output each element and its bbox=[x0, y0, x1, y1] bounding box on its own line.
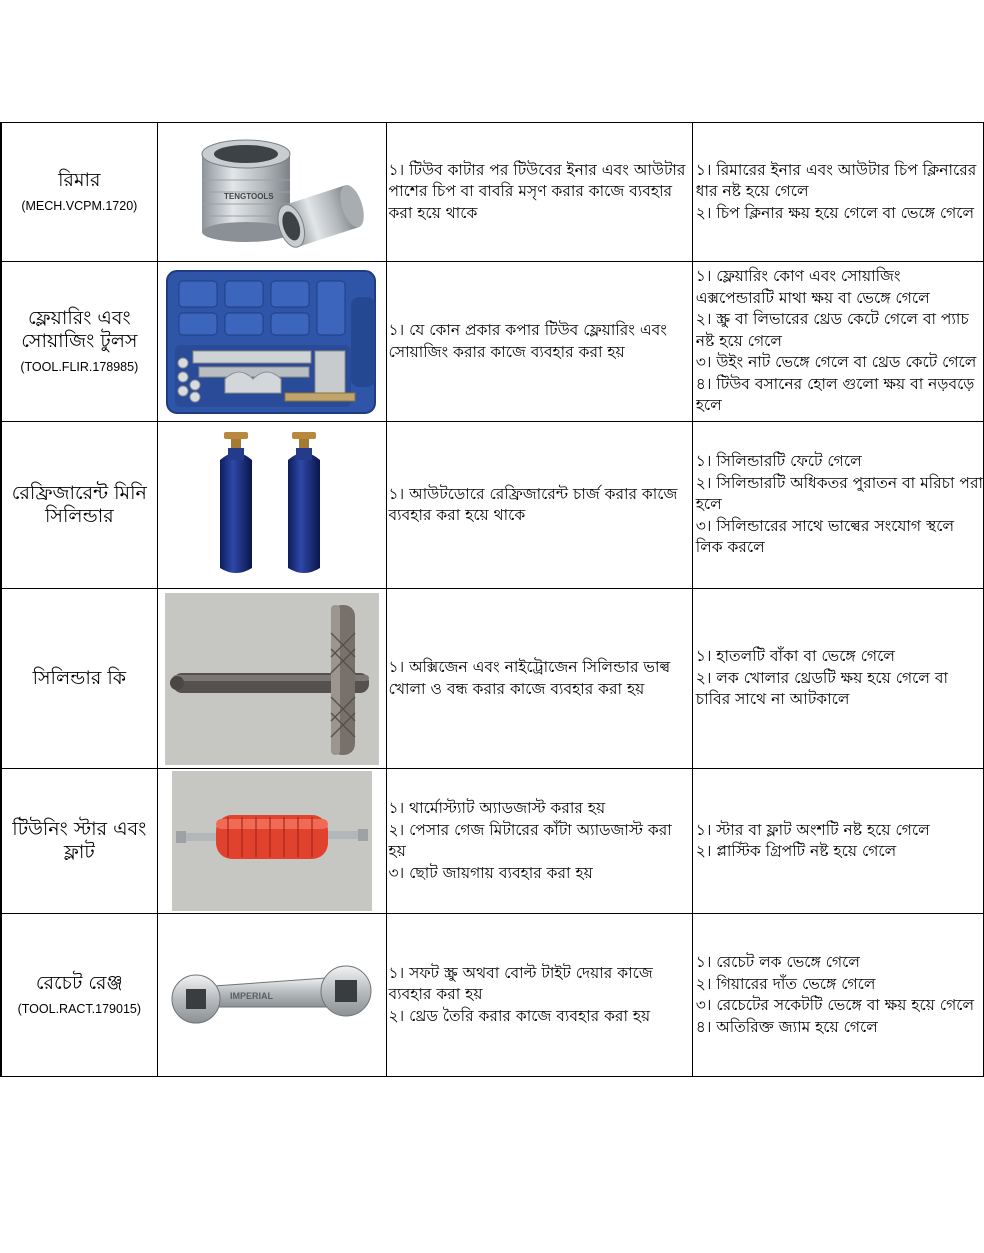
usage-line: ১। টিউব কাটার পর টিউবের ইনার এবং আউটার পাশের চিপ বা বাবরি মসৃণ করার কাজে ব্যবহার করা হয়ে থাকে bbox=[388, 160, 686, 222]
failure-line: ৩। সিলিন্ডারের সাথে ভাল্বের সংযোগ স্থলে লিক করলে bbox=[695, 516, 955, 557]
cylinder-key-image bbox=[165, 593, 379, 765]
tool-image-cell bbox=[157, 262, 386, 422]
failure-line: ১। হাতলটি বাঁকা বা ভেঙ্গে গেলে bbox=[695, 647, 895, 666]
tool-image-cell bbox=[157, 769, 386, 914]
tool-image-cell bbox=[157, 422, 386, 589]
failure-line: ৩। উইং নাট ভেঙ্গে গেলে বা থ্রেড কেটে গেলে bbox=[695, 353, 977, 372]
usage-cell bbox=[386, 422, 692, 589]
failure-line: ১। স্টার বা ফ্লাট অংশটি নষ্ট হয়ে গেলে bbox=[695, 820, 930, 839]
table-row bbox=[1, 422, 984, 589]
failure-line: ২। লক খোলার থ্রেডটি ক্ষয় হয়ে গেলে বা চাবির সাথে না আটকালে bbox=[695, 668, 948, 709]
table-row bbox=[1, 262, 984, 422]
usage-line: ১। অক্সিজেন এবং নাইট্রোজেন সিলিন্ডার ভাল্ব খোলা ও বন্ধ করার কাজে ব্যবহার করা হয় bbox=[388, 658, 671, 698]
usage-line: ১। আউটডোরে রেফ্রিজারেন্ট চার্জ করার কাজে ব্যবহার করা হয়ে থাকে bbox=[388, 484, 678, 524]
tools-table-wrapper bbox=[0, 122, 984, 1077]
tool-name-cell bbox=[1, 123, 157, 262]
mini-cylinder-image bbox=[192, 430, 352, 580]
tool-name: ফ্লেয়ারিং এবং সোয়াজিং টুলস bbox=[21, 307, 138, 352]
usage-line: ১। থার্মোস্ট্যাট অ্যাডজাস্ট করার হয় bbox=[388, 799, 606, 817]
usage-cell bbox=[386, 914, 692, 1077]
tool-name-cell bbox=[1, 769, 157, 914]
failure-cell bbox=[692, 262, 983, 422]
failure-cell bbox=[692, 123, 983, 262]
tool-name: রেচেট রেঞ্জ bbox=[35, 972, 123, 994]
tool-name: রেফ্রিজারেন্ট মিনি সিলিন্ডার bbox=[11, 482, 147, 527]
tool-name: সিলিন্ডার কি bbox=[32, 667, 127, 689]
flaring-kit-image bbox=[165, 267, 379, 417]
failure-line: ২। গিয়ারের দাঁত ভেঙ্গে গেলে bbox=[695, 974, 876, 993]
failure-cell bbox=[692, 769, 983, 914]
tool-code: (TOOL.RACT.179015) bbox=[17, 1002, 142, 1016]
failure-cell bbox=[692, 589, 983, 769]
failure-line: ৪। অতিরিক্ত জ্যাম হয়ে গেলে bbox=[695, 1017, 878, 1036]
usage-cell bbox=[386, 769, 692, 914]
failure-cell bbox=[692, 914, 983, 1077]
reamer-image bbox=[172, 132, 372, 252]
usage-line: ২। পেসার গেজ মিটারের কাঁটা অ্যাডজাস্ট করা হয় bbox=[388, 820, 672, 860]
usage-cell bbox=[386, 262, 692, 422]
failure-line: ১। রেচেট লক ভেঙ্গে গেলে bbox=[695, 953, 860, 971]
failure-line: ৩। রেচেটের সকেটটি ভেঙ্গে বা ক্ষয় হয়ে গেলে bbox=[695, 996, 975, 1014]
ratchet-wrench-image bbox=[170, 955, 374, 1035]
tool-image-cell bbox=[157, 914, 386, 1077]
tool-name-cell bbox=[1, 422, 157, 589]
usage-line: ১। যে কোন প্রকার কপার টিউব ফ্লেয়ারিং এবং সোয়াজিং করার কাজে ব্যবহার করা হয় bbox=[388, 321, 667, 361]
failure-cell bbox=[692, 422, 983, 589]
failure-line: ১। ফ্লেয়ারিং কোণ এবং সোয়াজিং এক্সপেন্ডারটি মাথা ক্ষয় বা ভেঙ্গে গেলে bbox=[695, 267, 930, 307]
tool-name-cell bbox=[1, 914, 157, 1077]
failure-line: ৪। টিউব বসানের হোল গুলো ক্ষয় বা নড়বড়ে হলে bbox=[695, 374, 975, 415]
tool-image-cell bbox=[157, 589, 386, 769]
usage-cell bbox=[386, 589, 692, 769]
tools-table bbox=[0, 122, 984, 1077]
table-row bbox=[1, 914, 984, 1077]
tool-code: (TOOL.FLIR.178985) bbox=[20, 360, 139, 374]
reamer-brand-label: TENGTOOLS bbox=[223, 192, 274, 201]
table-row bbox=[1, 123, 984, 262]
tool-name-cell bbox=[1, 262, 157, 422]
usage-line: ৩। ছোট জায়গায় ব্যবহার করা হয় bbox=[388, 863, 593, 882]
table-row bbox=[1, 769, 984, 914]
failure-line: ২। প্লাস্টিক গ্রিপটি নষ্ট হয়ে গেলে bbox=[695, 842, 897, 860]
usage-line: ২। থ্রেড তৈরি করার কাজে ব্যবহার করা হয় bbox=[388, 1006, 651, 1025]
usage-line: ১। সফট স্ক্রু অথবা বোল্ট টাইট দেয়ার কাজে ব্যবহার করা হয় bbox=[388, 963, 653, 1004]
tool-name: রিমার bbox=[58, 169, 101, 191]
ratchet-brand-label: IMPERIAL bbox=[229, 991, 273, 1001]
failure-line: ২। সিলিন্ডারটি অধিকতর পুরাতন বা মরিচা পরা হলে bbox=[695, 473, 983, 514]
tuning-tool-image bbox=[172, 771, 372, 911]
table-row bbox=[1, 589, 984, 769]
failure-line: ১। সিলিন্ডারটি ফেটে গেলে bbox=[695, 452, 862, 471]
tool-name: টিউনিং স্টার এবং ফ্লাট bbox=[12, 818, 147, 863]
usage-cell bbox=[386, 123, 692, 262]
tool-image-cell bbox=[157, 123, 386, 262]
tool-name-cell bbox=[1, 589, 157, 769]
failure-line: ১। রিমারের ইনার এবং আউটার চিপ ক্লিনারের ধার নষ্ট হয়ে গেলে bbox=[695, 160, 977, 201]
failure-line: ২। চিপ ক্লিনার ক্ষয় হয়ে গেলে বা ভেঙ্গে গেলে bbox=[695, 203, 975, 222]
tool-code: (MECH.VCPM.1720) bbox=[21, 199, 138, 213]
failure-line: ২। স্ক্রু বা লিভারের থ্রেড কেটে গেলে বা প্যাচ নষ্ট হয়ে গেলে bbox=[695, 310, 969, 350]
failure-list bbox=[696, 263, 983, 421]
